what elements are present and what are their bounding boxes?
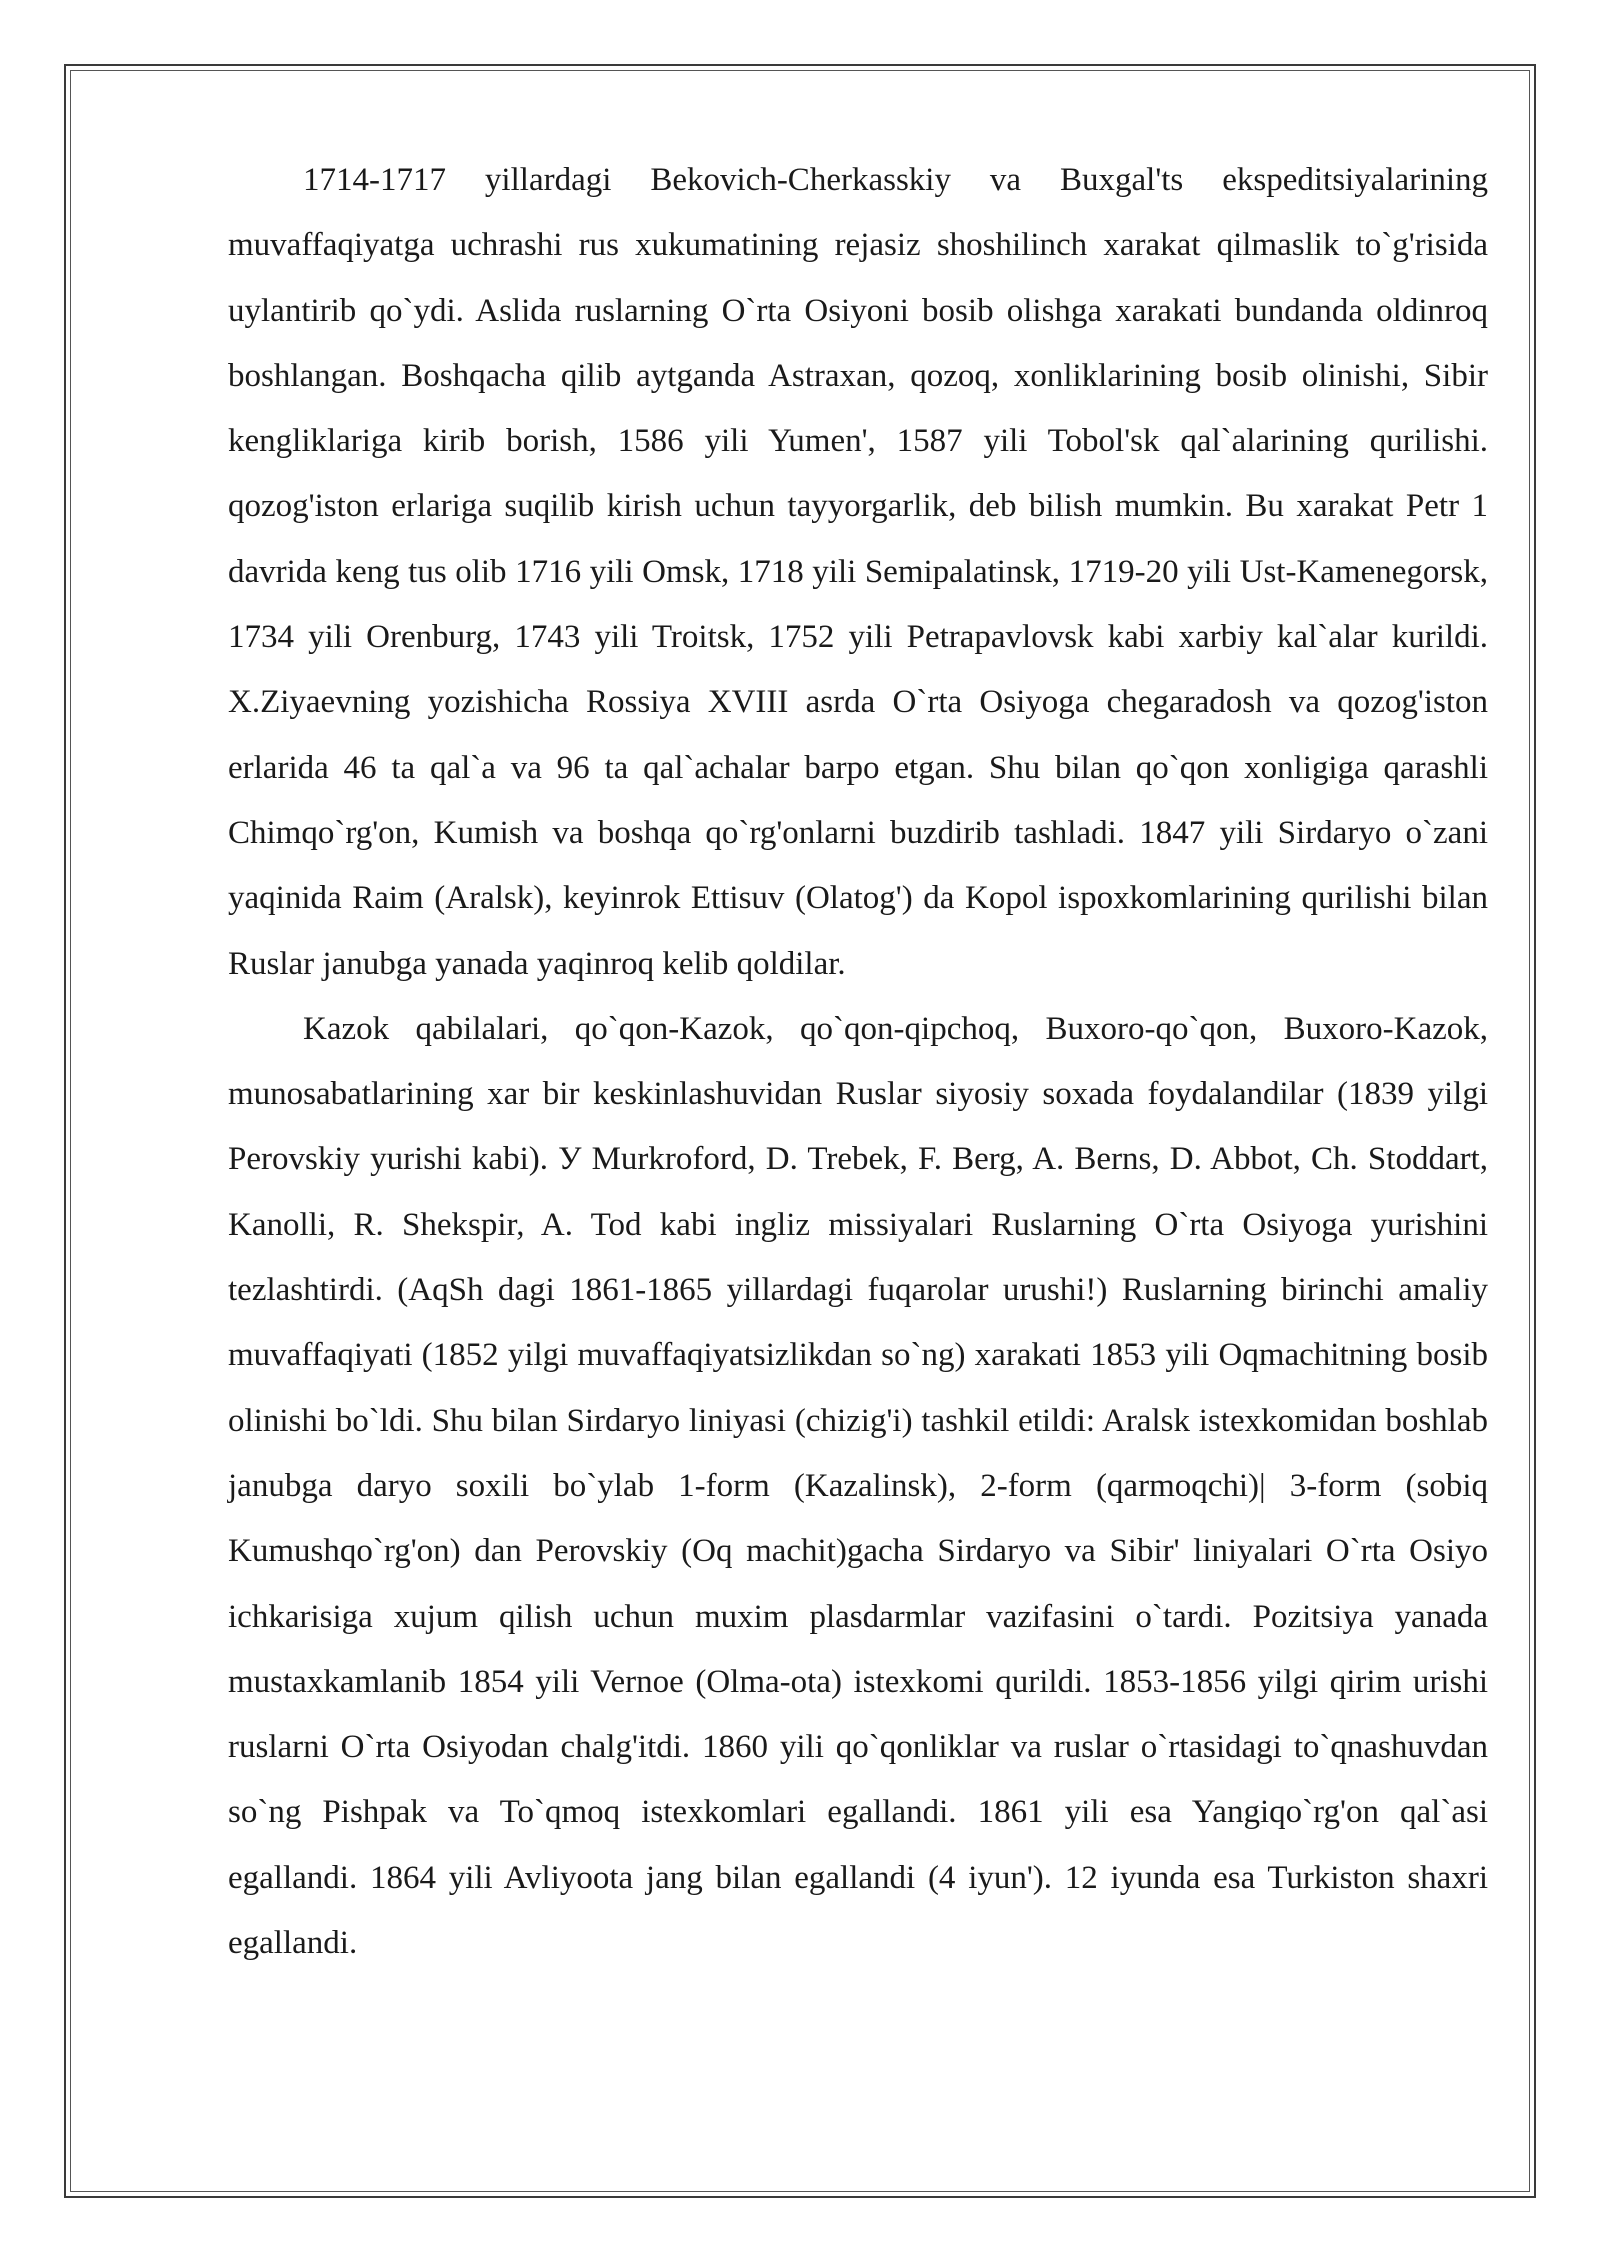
paragraph-1: 1714-1717 yillardagi Bekovich-Cherkasskiy va Buxgal'ts ekspeditsiyalarining muvaffaqiyatga uchrashi rus xukumatining rejasiz shoshilinch xarakat qilmaslik to`g'risida uylantirib qo`ydi. Aslida ruslarning O`rta Osiyoni bosib olishga xarakati bundanda oldinroq boshlangan. Boshqacha qilib aytganda Astraxan, qozoq, xonliklarining bosib olinishi, Sibir kengliklariga kirib borish, 1586 yili Yumen', 1587 yili Tobol'sk qal`alarining qurilishi. qozog'iston erlariga suqilib kirish uchun tayyorgarlik, deb bilish mumkin. Bu xarakat Petr 1 davrida keng tus olib 1716 yili Omsk, 1718 yili Semipalatinsk, 1719-20 yili Ust-Kamenegorsk, 1734 yili Orenburg, 1743 yili Troitsk, 1752 yili Petrapavlovsk kabi xarbiy kal`alar kurildi. X.Ziyaevning yozishicha Rossiya XVIII asrda O`rta Osiyoga chegaradosh va qozog'iston erlarida 46 ta qal`a va 96 ta qal`achalar barpo etgan. Shu bilan qo`qon xonligiga qarashli Chimqo`rg'on, Kumish va boshqa qo`rg'onlarni buzdirib tashladi. 1847 yili Sirdaryo o`zani yaqinida Raim (Aralsk), keyinrok Ettisuv (Olatog') da Kopol ispoxkomlarining qurilishi bilan Ruslar janubga yanada yaqinroq kelib qoldilar.	[228, 162, 1488, 982]
document-body	[228, 148, 1488, 1976]
paragraph-2: Kazok qabilalari, qo`qon-Kazok, qo`qon-qipchoq, Buxoro-qo`qon, Buxoro-Kazok, munosabatlarining xar bir keskinlashuvidan Ruslar siyosiy soxada foydalandilar (1839 yilgi Perovskiy yurishi kabi). У Murkroford, D. Trebek, F. Berg, A. Berns, D. Abbot, Ch. Stoddart, Kanolli, R. Shekspir, A. Tod kabi ingliz missiyalari Ruslarning O`rta Osiyoga yurishini tezlashtirdi. (AqSh dagi 1861-1865 yillardagi fuqarolar urushi!) Ruslarning birinchi amaliy muvaffaqiyati (1852 yilgi muvaffaqiyatsizlikdan so`ng) xarakati 1853 yili Oqmachitning bosib olinishi bo`ldi. Shu bilan Sirdaryo liniyasi (chizig'i) tashkil etildi: Aralsk istexkomidan boshlab janubga daryo soxili bo`ylab 1-form (Kazalinsk), 2-form (qarmoqchi)| 3-form (sobiq Kumushqo`rg'on) dan Perovskiy (Oq machit)gacha Sirdaryo va Sibir' liniyalari O`rta Osiyo ichkarisiga xujum qilish uchun muxim plasdarmlar vazifasini o`tardi. Pozitsiya yanada mustaxkamlanib 1854 yili Vernoe (Olma-ota) istexkomi qurildi. 1853-1856 yilgi qirim urishi ruslarni O`rta Osiyodan chalg'itdi. 1860 yili qo`qonliklar va ruslar o`rtasidagi to`qnashuvdan so`ng Pishpak va To`qmoq istexkomlari egallandi. 1861 yili esa Yangiqo`rg'on qal`asi egallandi. 1864 yili Avliyoota jang bilan egallandi (4 iyun'). 12 iyunda esa Turkiston shaxri egallandi.	[228, 1010, 1488, 1962]
